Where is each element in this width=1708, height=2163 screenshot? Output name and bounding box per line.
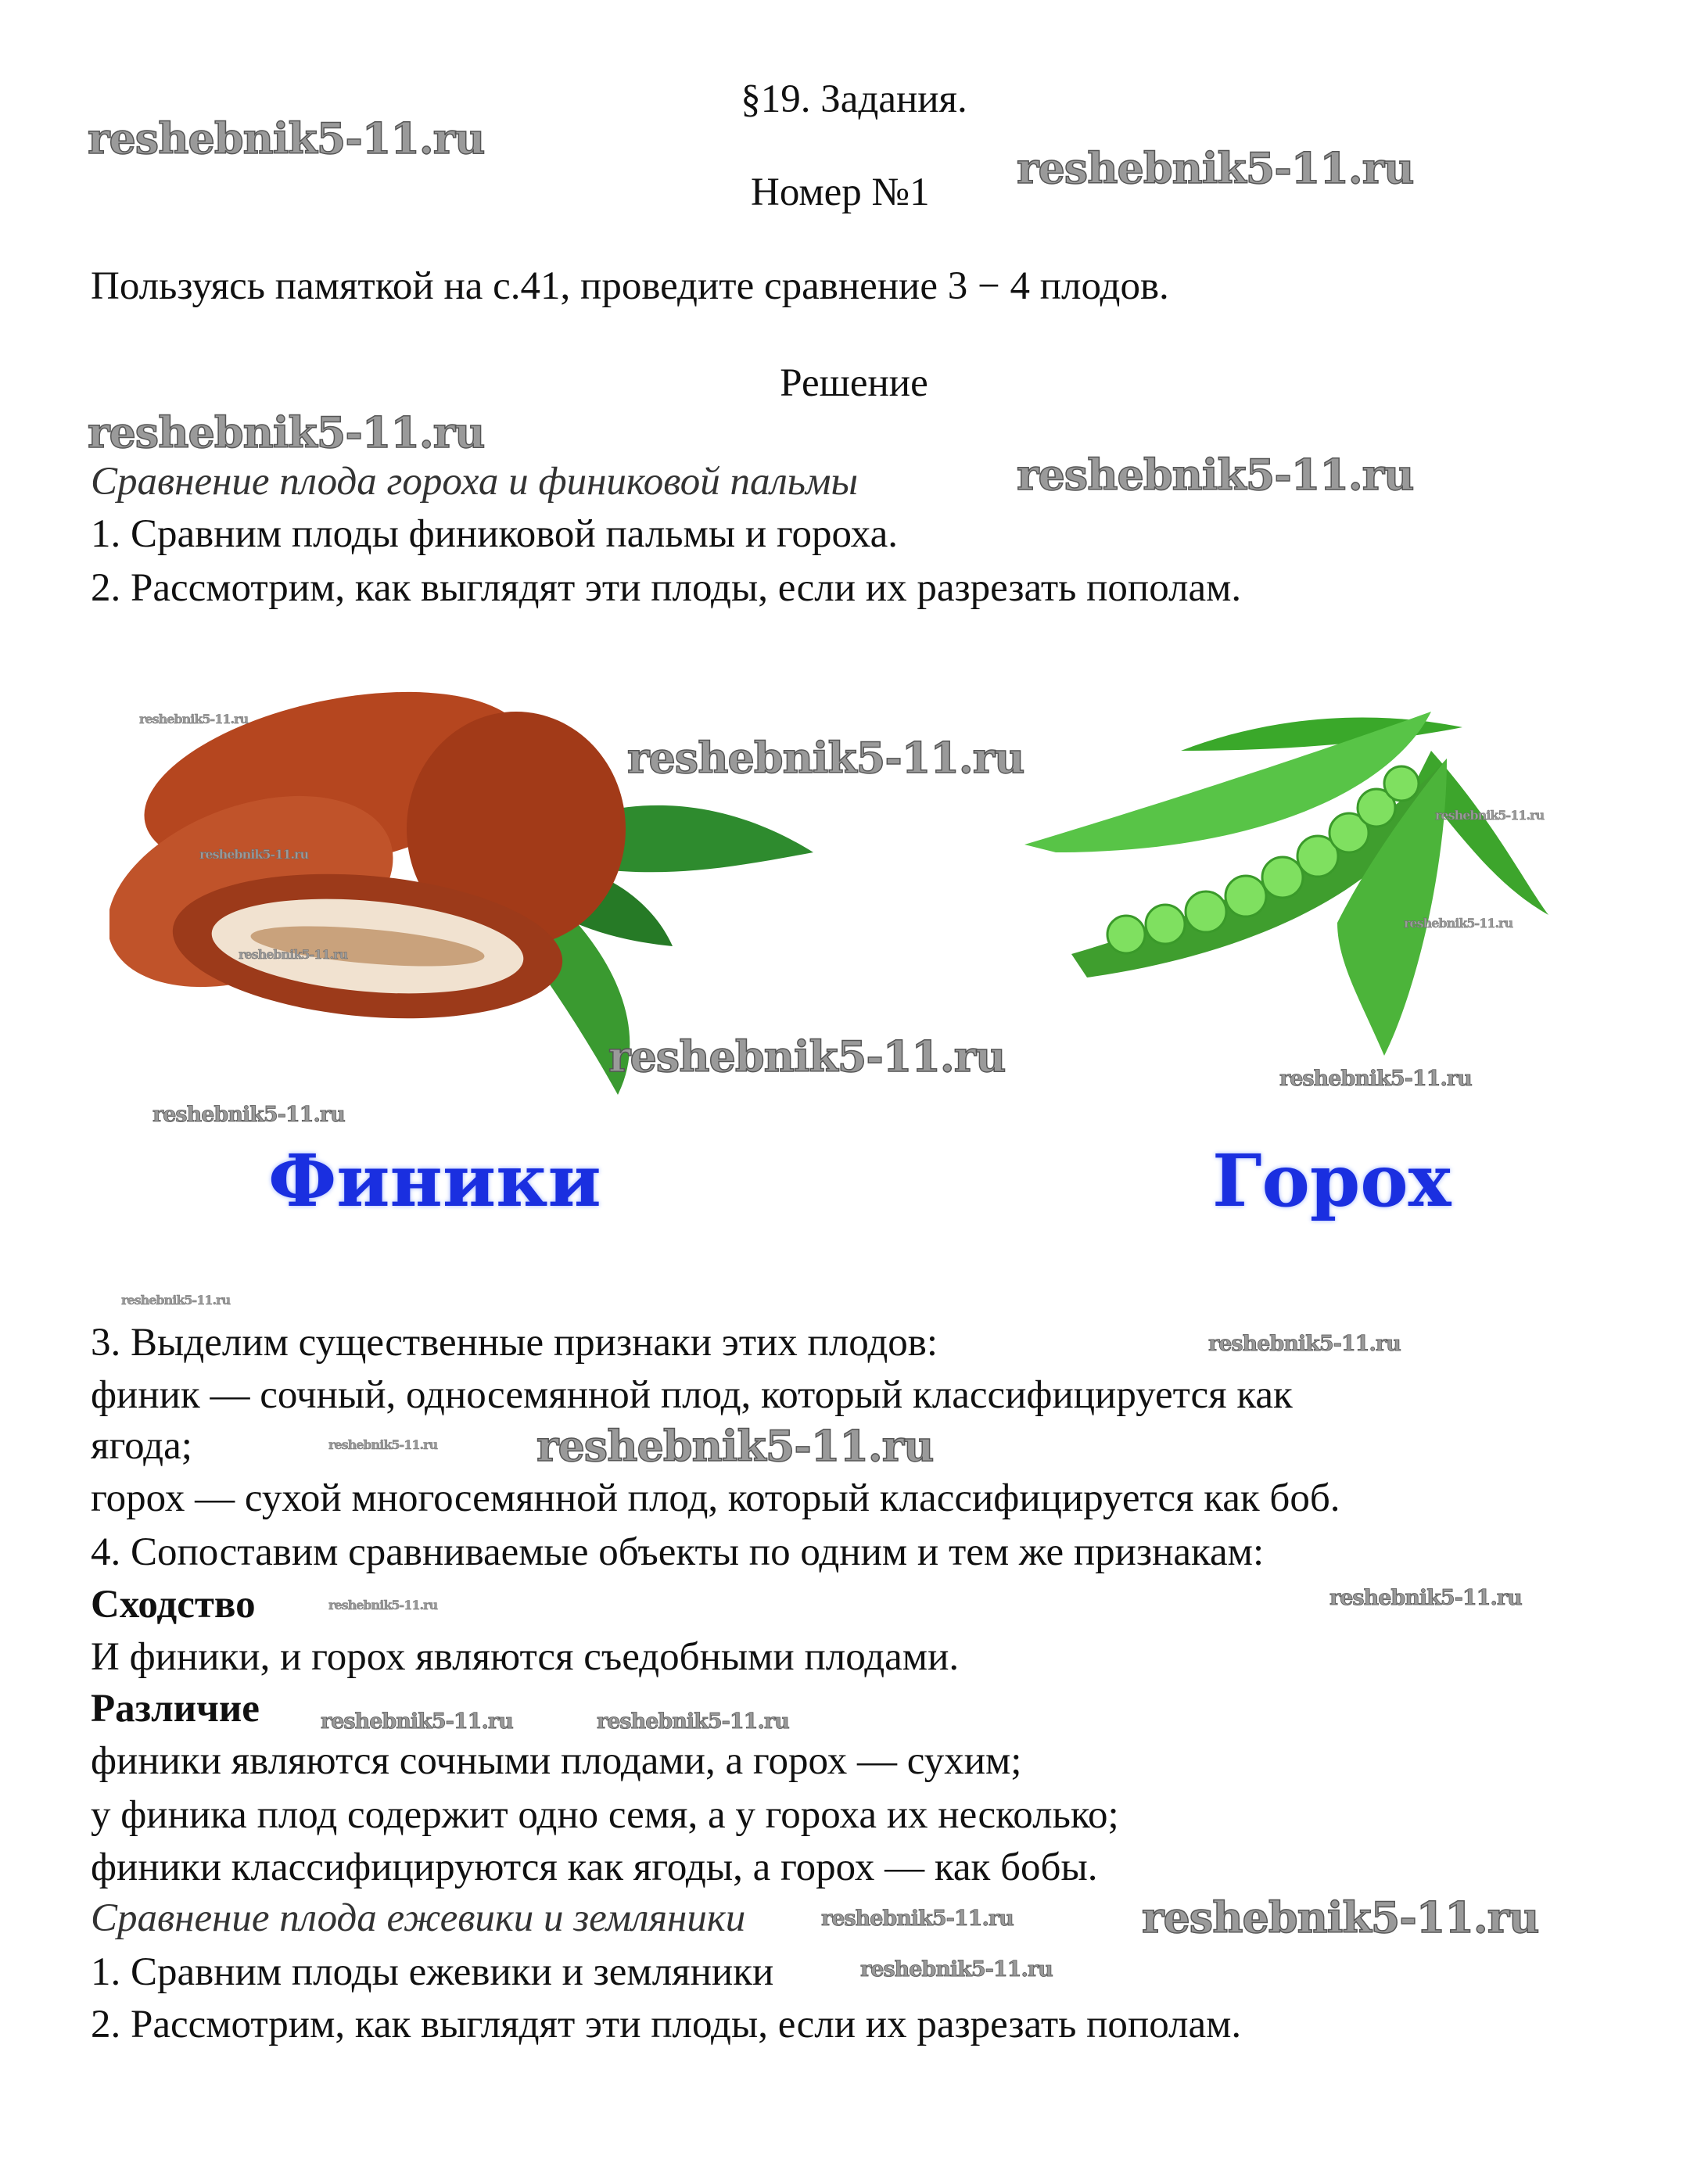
watermark: reshebnik5-11.ru: [1279, 1067, 1472, 1091]
part2-step-1: 1. Сравним плоды ежевики и земляники: [91, 1950, 774, 1994]
watermark: reshebnik5-11.ru: [328, 1437, 438, 1452]
date-features-line2: ягода;: [91, 1424, 192, 1468]
difference-item: у финика плод содержит одно семя, а у гороха их несколько;: [91, 1793, 1119, 1837]
watermark: reshebnik5-11.ru: [1208, 1332, 1401, 1356]
step-3: 3. Выделим существенные признаки этих плодов:: [91, 1321, 938, 1365]
watermark: reshebnik5-11.ru: [1435, 808, 1545, 823]
watermark: reshebnik5-11.ru: [1142, 1892, 1539, 1942]
watermark: reshebnik5-11.ru: [88, 113, 485, 163]
watermark: reshebnik5-11.ru: [239, 947, 348, 962]
watermark: reshebnik5-11.ru: [1017, 143, 1414, 193]
task-text: Пользуясь памяткой на с.41, проведите сравнение 3 − 4 плодов.: [91, 264, 1169, 308]
watermark: reshebnik5-11.ru: [199, 847, 309, 862]
watermark: reshebnik5-11.ru: [321, 1709, 513, 1734]
solution-title: Решение: [780, 361, 928, 405]
watermark: reshebnik5-11.ru: [821, 1907, 1014, 1931]
pea-features: горох — сухой многосемянной плод, который классифицируется как боб.: [91, 1476, 1340, 1520]
watermark: reshebnik5-11.ru: [139, 712, 249, 726]
watermark: reshebnik5-11.ru: [1404, 916, 1513, 931]
difference-heading: Различие: [91, 1687, 260, 1731]
difference-item: финики классифицируются как ягоды, а горох — как бобы.: [91, 1846, 1098, 1889]
dates-label: Финики: [268, 1139, 601, 1223]
comparison-heading-1: Сравнение плода гороха и финиковой пальмы: [91, 460, 859, 504]
watermark: reshebnik5-11.ru: [536, 1421, 934, 1471]
watermark: reshebnik5-11.ru: [1017, 450, 1414, 500]
step-1: 1. Сравним плоды финиковой пальмы и гороха.: [91, 512, 898, 556]
comparison-heading-2: Сравнение плода ежевики и земляники: [91, 1896, 746, 1940]
peas-image: [1024, 665, 1564, 1071]
watermark: reshebnik5-11.ru: [88, 407, 485, 457]
step-4: 4. Сопоставим сравниваемые объекты по одним и тем же признакам:: [91, 1530, 1265, 1574]
difference-item: финики являются сочными плодами, а горох — сухим;: [91, 1739, 1022, 1783]
watermark: reshebnik5-11.ru: [860, 1957, 1053, 1982]
part2-step-2: 2. Рассмотрим, как выглядят эти плоды, если их разрезать пополам.: [91, 2003, 1242, 2046]
watermark: reshebnik5-11.ru: [1329, 1586, 1522, 1610]
step-2: 2. Рассмотрим, как выглядят эти плоды, если их разрезать пополам.: [91, 566, 1242, 610]
peas-label: Горох: [1212, 1139, 1451, 1223]
watermark: reshebnik5-11.ru: [608, 1031, 1006, 1082]
date-features-line1: финик — сочный, односемянной плод, который классифицируется как: [91, 1373, 1293, 1417]
section-title: §19. Задания.: [741, 77, 967, 121]
watermark: reshebnik5-11.ru: [152, 1103, 345, 1127]
similarity-heading: Сходство: [91, 1583, 256, 1627]
similarity-text: И финики, и горох являются съедобными плодами.: [91, 1635, 960, 1679]
watermark: reshebnik5-11.ru: [627, 733, 1024, 783]
watermark: reshebnik5-11.ru: [121, 1293, 231, 1307]
watermark: reshebnik5-11.ru: [597, 1709, 789, 1734]
task-number: Номер №1: [751, 170, 930, 214]
watermark: reshebnik5-11.ru: [328, 1598, 438, 1612]
